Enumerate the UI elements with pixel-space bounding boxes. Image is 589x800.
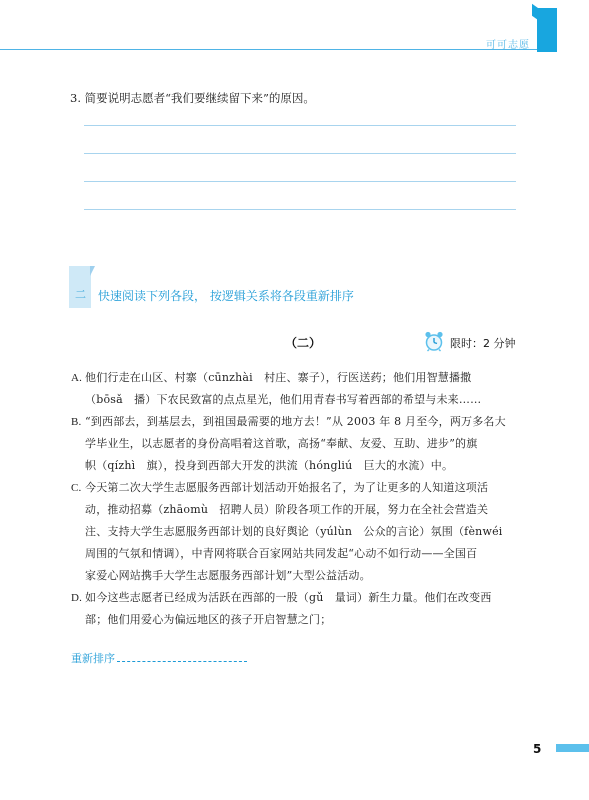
paragraph-line: （bōsǎ 播）下农民致富的点点星光，他们用青春书写着西部的希望与未来…… [85, 393, 482, 406]
section-number: 二 [75, 288, 86, 301]
answer-line[interactable] [84, 125, 516, 126]
paragraph-line: 动，推动招募（zhāomù 招聘人员）阶段各项工作的开展，努力在全社会营造关 [85, 503, 489, 516]
corner-tab-decoration [537, 8, 557, 52]
question-3 [70, 90, 315, 106]
reorder-blank[interactable] [117, 651, 247, 662]
answer-line[interactable] [84, 181, 516, 182]
question-number: 3. [70, 91, 81, 105]
paragraph-line: 部；他们用爱心为偏远地区的孩子开启智慧之门； [85, 613, 332, 626]
paragraph-line: B. “到西部去，到基层去，到祖国最需要的地方去！”从 2003 年 8 月至今，两万多名大 [71, 411, 523, 433]
section-title: 快速阅读下列各段， 按逻辑关系将各段重新排序 [98, 289, 354, 303]
paragraph-d [71, 587, 523, 631]
page-number: 5 [533, 742, 542, 756]
paragraph-line: 学毕业生，以志愿者的身份高唱着这首歌，高扬“奉献、友爱、互助、进步”的旗 [85, 437, 478, 450]
paragraph-b [71, 411, 523, 477]
header-rule [0, 49, 540, 50]
paragraph-line: D. 如今这些志愿者已经成为活跃在西部的一股（gǔ 量词）新生力量。他们在改变西 [71, 587, 523, 609]
question-text: 简要说明志愿者“我们要继续留下来”的原因。 [84, 91, 315, 105]
answer-line[interactable] [84, 209, 516, 210]
paragraph-line: C. 今天第二次大学生志愿服务西部计划活动开始报名了，为了让更多的人知道这项活 [71, 477, 523, 499]
time-limit: 限时：2 分钟 [450, 337, 516, 350]
section-heading [69, 266, 489, 310]
paragraph-line: 周围的气氛和情调），中青网将联合百家网站共同发起“心动不如行动——全国百 [85, 547, 478, 560]
page-number-bar [556, 744, 589, 752]
paragraph-label: A. [71, 372, 83, 384]
paragraph-line: 帜（qízhì 旗），投身到西部大开发的洪流（hóngliú 巨大的水流）中。 [85, 459, 454, 472]
paragraph-a [71, 367, 523, 411]
paragraph-label: C. [71, 482, 82, 494]
paragraph-label: D. [71, 592, 83, 604]
answer-line[interactable] [84, 153, 516, 154]
passage-title: （二） [285, 336, 322, 350]
alarm-clock-icon [423, 330, 445, 352]
paragraph-line: A. 他们行走在山区、村寨（cūnzhài 村庄、寨子），行医送药；他们用智慧播撒 [71, 367, 523, 389]
paragraph-line: 注、支持大学生志愿服务西部计划的良好舆论（yúlùn 公众的言论）氛围（fènwéi [85, 525, 503, 538]
header-brand: 可可志愿 [486, 40, 530, 51]
paragraph-line: 家爱心网站携手大学生志愿服务西部计划”大型公益活动。 [85, 569, 371, 582]
paragraph-label: B. [71, 416, 82, 428]
reorder-answer [71, 650, 247, 666]
reorder-label: 重新排序 [71, 652, 115, 665]
paragraph-c [71, 477, 523, 587]
